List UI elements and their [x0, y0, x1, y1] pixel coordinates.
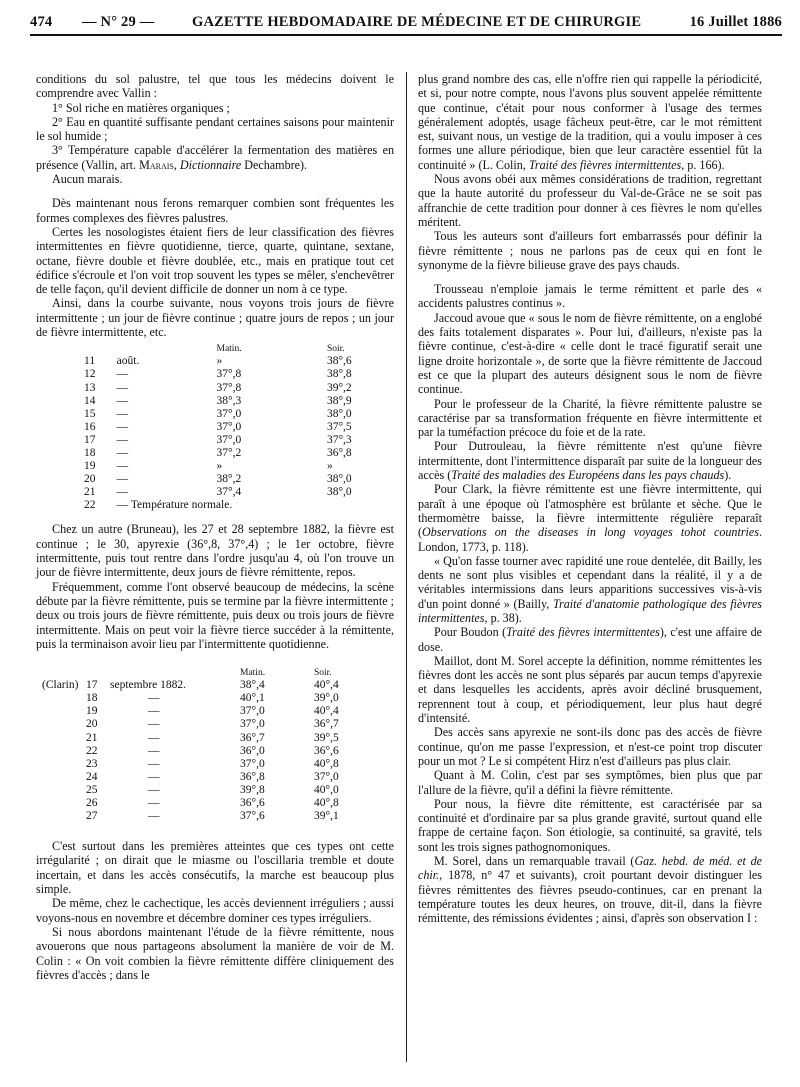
morning-temp-cell: »	[216, 460, 223, 473]
condition-item: 2° Eau en quantité suffisante pendant certaines saisons pour maintenir le sol humide ;	[36, 114, 394, 144]
morning-temp-cell: 37°,0	[216, 420, 242, 433]
header-rule	[30, 34, 782, 36]
paragraph: Quant à M. Colin, c'est par ses symptômes, bien plus que par l'allure de la fièvre, qu'il a défini la fièvre rémittente.	[418, 768, 762, 797]
paragraph: plus grand nombre des cas, elle n'offre rien qui rappelle la périodicité, et si, pour notre compte, nous l'avons plus souvent appelée rémittente que continue, c'était pour nous conformer à l'usage des termes généralement adoptés, usage fâcheux peut-être, car le mot rémittent est, suivant nous, un vestige de la tradition, qui a voulu imposer à ces formes une allure périodique, bien que leur caractère essentiel fût la continuité » (L. Colin, Traité des fièvres intermittentes, p. 166).	[418, 72, 762, 172]
patient-cell	[42, 758, 86, 771]
day-cell: 27	[86, 810, 98, 823]
paragraph: Maillot, dont M. Sorel accepte la définition, nomme rémittentes les fièvres dont les accès ne sont plus séparés par aucun temps d'apyrexie et dans lesquelles les accidents, après avoir décliné brusquement, reprennent tout à coup, et périodiquement, leur plus haut degré d'intensité.	[418, 653, 762, 726]
month-cell: —	[148, 770, 160, 783]
evening-temp-cell: 39°,2	[326, 381, 352, 394]
patient-cell	[42, 732, 86, 745]
table-row	[42, 718, 374, 731]
paragraph: De même, chez le cachectique, les accès deviennent irréguliers ; aussi voyons-nous en novembre et décembre dominer ces types irréguliers.	[36, 896, 394, 925]
day-cell: 21	[86, 731, 98, 744]
table-row: 22 — Température normale.	[84, 499, 233, 512]
month-cell: —	[116, 381, 129, 394]
month-cell: —	[148, 757, 160, 770]
table-row	[84, 382, 394, 395]
morning-temp-cell: 37°,0	[240, 757, 265, 770]
month-cell: —	[116, 486, 129, 499]
day-cell: 24	[86, 770, 98, 783]
patient-cell	[42, 810, 86, 823]
column-header-matin: Matin.	[240, 668, 266, 679]
paragraph: Si nous abordons maintenant l'étude de la fièvre rémittente, nous avouerons que nous partageons absolument la manière de voir de M. Colin : « On voit combien la fièvre rémittente diffère cliniquement des fièvres d'accès ; dans le	[36, 924, 394, 982]
evening-temp-cell: 40°,4	[314, 679, 339, 692]
day-cell: 19	[86, 705, 98, 718]
morning-temp-cell: 37°,8	[216, 381, 242, 394]
column-divider	[406, 72, 407, 1062]
evening-temp-cell: 36°,7	[314, 718, 339, 731]
month-cell: —	[116, 394, 129, 407]
evening-temp-cell: 39°,5	[314, 731, 339, 744]
running-header	[30, 12, 782, 34]
table-row	[84, 395, 394, 408]
day-cell: 18	[84, 447, 96, 459]
table-row	[42, 784, 374, 797]
table-row	[42, 758, 374, 771]
table-row	[84, 355, 394, 368]
month-cell: —	[116, 368, 129, 381]
column-header-soir: Soir.	[314, 668, 332, 679]
paragraph: Pour nous, la fièvre dite rémittente, est caractérisée par sa continuité et d'ordinaire par sa plus grande gravité, surtout quand elle frappe de certaine façon. Son étiologie, sa continuité, sa gravité, tels sont les trois signes pathognomoniques.	[418, 796, 762, 854]
paragraph: Des accès sans apyrexie ne sont-ils donc pas des accès de fièvre continue, qu'on me passe l'expression, et n'est-ce point trop discuter pour un mot ? Le si compétent Hirz n'est d'ailleurs pas plus clair.	[418, 725, 762, 768]
evening-temp-cell: 40°,0	[314, 783, 339, 796]
evening-temp-cell: 40°,8	[314, 796, 339, 809]
paragraph: Chez un autre (Bruneau), les 27 et 28 septembre 1882, la fièvre est continue ; le 30, apyrexie (36°,8, 37°,4) ; le 1er octobre, fièvre intermittente, puis tout rentre dans l'ordre jusqu'au 4, où l'on trouve un jour de fièvre intermittente, deux jours de fièvre rémittente, repos.	[36, 522, 394, 580]
month-cell: —	[148, 796, 160, 809]
morning-temp-cell: 36°,6	[240, 796, 265, 809]
evening-temp-cell: 36°,6	[314, 744, 339, 757]
day-cell: 26	[86, 796, 98, 809]
month-cell: —	[148, 810, 160, 823]
evening-temp-cell: 37°,5	[326, 420, 352, 433]
month-cell: —	[148, 705, 160, 718]
month-cell: —	[116, 460, 129, 473]
morning-temp-cell: 38°,3	[216, 394, 242, 407]
month-cell: —	[116, 433, 129, 446]
day-cell: 22	[86, 744, 98, 757]
evening-temp-cell: 40°,4	[314, 705, 339, 718]
table-row	[42, 692, 374, 705]
paragraph: conditions du sol palustre, tel que tous les médecins doivent le comprendre avec Vallin :	[36, 72, 394, 101]
morning-temp-cell: 37°,0	[240, 718, 265, 731]
paragraph: Certes les nosologistes étaient fiers de leur classification des fièvres intermittentes en fièvre quotidienne, tierce, quarte, quintane, sextane, octane, fièvre double et fièvre doublée, etc., mais en pratique tout cet édifice s'écroule et l'on voit trop souvent les types se mêler, s'enchevêtrer de telle façon, qu'il devient difficile de donner un nom à ce type.	[36, 224, 394, 297]
table-row	[84, 368, 394, 381]
morning-temp-cell: 37°,4	[216, 486, 242, 499]
morning-temp-cell: 36°,0	[240, 744, 265, 757]
paragraph: Trousseau n'emploie jamais le terme rémittent et parle des « accidents palustres continus ».	[418, 282, 762, 311]
paragraph: Fréquemment, comme l'ont observé beaucoup de médecins, la scène débute par la fièvre rémittente, puis se termine par la fièvre intermittente ; deux ou trois jours de fièvre rémittente, puis deux ou trois jours de fièvre intermittente. Mais on peut voir la fièvre tierce succéder à la rémittente, puis la terminaison avoir lieu par l'intermittente quotidienne.	[36, 579, 394, 651]
day-cell: 11	[84, 355, 96, 368]
condition-item: 3° Température capable d'accélérer la fermentation des matières en présence (Vallin, art. Marais, Dictionnaire Dechambre).	[36, 143, 394, 172]
month-cell: —	[116, 447, 129, 459]
day-cell: 18	[86, 692, 98, 705]
paragraph: Pour le professeur de la Charité, la fièvre rémittente palustre se caractérise par sa transformation fréquente en fièvre intermittente et par la tuméfaction précoce du foie et de la rate.	[418, 396, 762, 440]
month-cell: —	[116, 420, 129, 433]
day-cell: 12	[84, 368, 96, 381]
day-cell: 13	[84, 381, 96, 394]
patient-cell	[42, 692, 86, 705]
column-header-matin: Matin.	[216, 344, 242, 355]
patient-cell	[42, 745, 86, 758]
paragraph: Nous avons obéi aux mêmes considérations de tradition, regrettant que la haute autorité du professeur du Val-de-Grâce ne se soit pas affranchie de cette tradition pour donner à ces fièvres le nom qu'elles méritent.	[418, 172, 762, 229]
morning-temp-cell: 40°,1	[240, 692, 265, 705]
month-cell: —	[148, 692, 160, 705]
morning-temp-cell: »	[216, 355, 223, 368]
left-column	[36, 72, 394, 982]
condition-item: 1° Sol riche en matières organiques ;	[52, 100, 230, 115]
table-row	[42, 745, 374, 758]
condition-item: Aucun marais.	[52, 172, 123, 187]
morning-temp-cell: 37°,0	[216, 433, 242, 446]
day-cell: 19	[84, 460, 96, 473]
month-cell: —	[148, 718, 160, 731]
morning-temp-cell: 36°,7	[240, 731, 265, 744]
evening-temp-cell: 37°,0	[314, 770, 339, 783]
issue-date: 16 Juillet 1886	[689, 14, 782, 30]
paragraph: Pour Clark, la fièvre rémittente est une fièvre intermittente, qui paraît à une époque où l'atmosphère est brûlante et sèche. Que le thermomètre baisse, la fièvre intermittente régulière reparaît (Observations on the diseases in long voyages tohot countries. London, 1773, p. 118).	[418, 482, 762, 554]
table-row	[84, 486, 394, 499]
evening-temp-cell: 36°,8	[326, 447, 352, 459]
table-row	[84, 421, 394, 434]
month-cell: août.	[116, 355, 140, 368]
paragraph: M. Sorel, dans un remarquable travail (Gaz. hebd. de méd. et de chir., 1878, n° 47 et suivants), croit pourtant devoir distinguer les fièvres rémittentes des fièvres pseudo-continues, car en prenant la température toutes les deux heures, on trouve, dit-il, dans la fièvre rémittente, des rémissions évidentes ; ainsi, d'après son observation I :	[418, 854, 762, 926]
table-row	[42, 797, 374, 810]
table-row	[84, 473, 394, 486]
month-cell: —	[148, 783, 160, 796]
paragraph: Dès maintenant nous ferons remarquer combien sont fréquentes les formes complexes des fièvres palustres.	[36, 196, 394, 225]
morning-temp-cell: 36°,8	[240, 770, 265, 783]
day-cell: 14	[84, 394, 96, 407]
right-column	[418, 72, 762, 926]
morning-temp-cell: 37°,0	[216, 407, 242, 420]
month-cell: —	[148, 744, 160, 757]
evening-temp-cell: 39°,0	[314, 692, 339, 705]
table-row	[42, 771, 374, 784]
evening-temp-cell: 38°,9	[326, 394, 352, 407]
morning-temp-cell: 37°,6	[240, 810, 265, 823]
paragraph: Pour Dutrouleau, la fièvre rémittente n'est qu'une fièvre intermittente, dont l'intermittence disparaît par suite de la longueur des accès (Traité des maladies des Européens dans les pays chauds).	[418, 439, 762, 483]
table-row	[42, 810, 374, 823]
patient-cell	[42, 784, 86, 797]
issue-number: — N° 29 —	[82, 14, 155, 30]
table-row	[42, 679, 374, 692]
table-row	[84, 408, 394, 421]
temperature-table-clarin	[42, 667, 374, 823]
month-cell: —	[148, 731, 160, 744]
evening-temp-cell: 38°,0	[326, 407, 352, 420]
patient-cell: (Clarin)	[42, 679, 79, 692]
table-row	[84, 447, 394, 460]
paragraph: Tous les auteurs sont d'ailleurs fort embarrassés pour définir la fièvre rémittente ; nous ne parlons pas de ceux qui en font le synonyme de la fièvre bilieuse grave des pays chauds.	[418, 229, 762, 272]
day-cell: 21	[84, 486, 96, 499]
table-row	[84, 460, 394, 473]
evening-temp-cell: 39°,1	[314, 810, 339, 823]
day-cell: 16	[84, 420, 96, 433]
paragraph: C'est surtout dans les premières atteintes que ces types ont cette irrégularité ; on dirait que le miasme ou l'oscillaria tremble et doute incertain, et dans les accès consécutifs, la marche est beaucoup plus simple.	[36, 839, 394, 897]
month-cell: —	[116, 473, 129, 486]
morning-temp-cell: 38°,4	[240, 679, 265, 692]
month-cell: —	[116, 407, 129, 420]
evening-temp-cell: 38°,8	[326, 368, 352, 381]
table-row	[42, 732, 374, 745]
table-row	[42, 705, 374, 718]
patient-cell	[42, 718, 86, 731]
day-cell: 20	[84, 473, 96, 486]
evening-temp-cell: 38°,6	[326, 355, 352, 368]
day-cell: 25	[86, 783, 98, 796]
day-cell: 15	[84, 407, 96, 420]
day-cell: 17	[84, 433, 96, 446]
month-cell: septembre 1882.	[110, 679, 187, 692]
evening-temp-cell: 40°,8	[314, 757, 339, 770]
day-cell: 20	[86, 718, 98, 731]
column-header-soir: Soir.	[326, 344, 345, 355]
morning-temp-cell: 38°,2	[216, 473, 242, 486]
evening-temp-cell: 37°,3	[326, 433, 352, 446]
table-row	[84, 434, 394, 447]
morning-temp-cell: 37°,0	[240, 705, 265, 718]
morning-temp-cell: 37°,8	[216, 368, 242, 381]
morning-temp-cell: 37°,2	[216, 447, 242, 459]
evening-temp-cell: »	[326, 460, 333, 473]
paragraph: « Qu'on fasse tourner avec rapidité une roue dentelée, dit Bailly, les dents ne sont plus visibles et cependant dans la réalité, il y a de véritables intermissions dans leurs apparitions successives vis-à-vis d'un point donné » (Bailly, Traité d'anatomie pathologique des fièvres intermittentes, p. 38).	[418, 553, 762, 625]
paragraph: Ainsi, dans la courbe suivante, nous voyons trois jours de fièvre intermittente ; un jour de fièvre continue ; quatre jours de repos ; un jour de fièvre intermittente, etc.	[36, 296, 394, 340]
evening-temp-cell: 38°,0	[326, 486, 352, 499]
patient-cell	[42, 797, 86, 810]
day-cell: 17	[86, 679, 98, 692]
patient-cell	[42, 771, 86, 784]
day-cell: 23	[86, 757, 98, 770]
paragraph: Jaccoud avoue que « sous le nom de fièvre rémittente, on a englobé des faits totalement disparates ». Pour lui, d'ailleurs, n'existe pas la fièvre continue, c'est-à-dire « celle dont le tracé figuratif serait une ligne droite horizontale », de sorte que la fièvre rémittente de Jaccoud est ce que la plupart des auteurs désignent sous le nom de fièvre continue.	[418, 310, 762, 397]
evening-temp-cell: 38°,0	[326, 473, 352, 486]
paragraph: Pour Boudon (Traité des fièvres intermittentes), c'est une affaire de dose.	[418, 625, 762, 654]
page-number: 474	[30, 14, 53, 30]
morning-temp-cell: 39°,8	[240, 783, 265, 796]
patient-cell	[42, 705, 86, 718]
temperature-table-august	[84, 343, 394, 512]
journal-title: GAZETTE HEBDOMADAIRE DE MÉDECINE ET DE CHIRURGIE	[192, 14, 642, 30]
